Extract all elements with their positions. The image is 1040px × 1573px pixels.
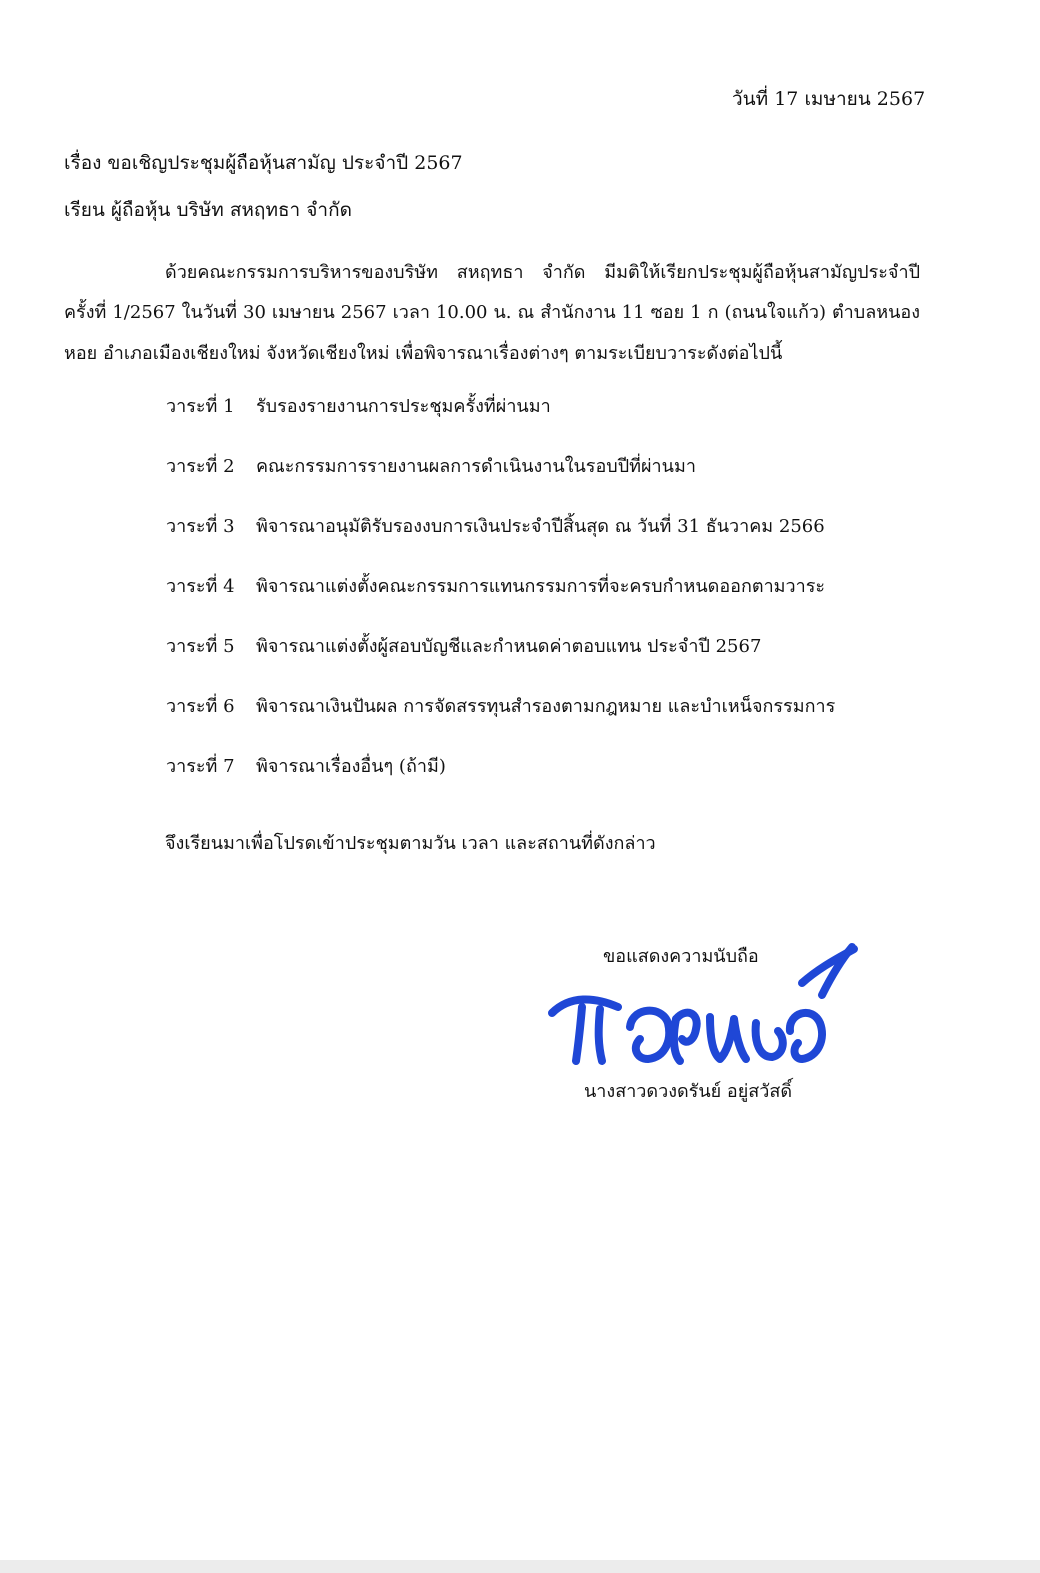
- letter-recipient: เรียน ผู้ถือหุ้น บริษัท สหฤทธา จำกัด: [64, 199, 352, 221]
- signer-name: นางสาวดวงดรันย์ อยู่สวัสดิ์: [584, 1081, 793, 1102]
- letter-subject: เรื่อง ขอเชิญประชุมผู้ถือหุ้นสามัญ ประจำปี 2567: [64, 152, 463, 174]
- agenda-item-4: [166, 575, 825, 599]
- agenda-number: วาระที่ 6: [166, 696, 235, 717]
- agenda-text: พิจารณาเรื่องอื่นๆ (ถ้ามี): [256, 756, 446, 777]
- letter-date: วันที่ 17 เมษายน 2567: [732, 88, 926, 110]
- agenda-item-3: [166, 515, 825, 539]
- agenda-text: พิจารณาอนุมัติรับรองงบการเงินประจำปีสิ้นสุด ณ วันที่ 31 ธันวาคม 2566: [256, 516, 825, 537]
- agenda-number: วาระที่ 3: [166, 516, 235, 537]
- agenda-item-1: [166, 395, 551, 419]
- agenda-number: วาระที่ 7: [166, 756, 235, 777]
- agenda-text: คณะกรรมการรายงานผลการดำเนินงานในรอบปีที่ผ่านมา: [256, 456, 696, 477]
- agenda-number: วาระที่ 5: [166, 636, 235, 657]
- agenda-number: วาระที่ 2: [166, 456, 235, 477]
- agenda-item-7: [166, 755, 446, 779]
- handwritten-signature: [540, 935, 870, 1080]
- body-line-1: ด้วยคณะกรรมการบริหารของบริษัท สหฤทธา จำกัด มีมติให้เรียกประชุมผู้ถือหุ้นสามัญประจำปี: [165, 262, 920, 283]
- agenda-text: พิจารณาแต่งตั้งคณะกรรมการแทนกรรมการที่จะครบกำหนดออกตามวาระ: [256, 576, 826, 597]
- agenda-text: พิจารณาแต่งตั้งผู้สอบบัญชีและกำหนดค่าตอบแทน ประจำปี 2567: [256, 636, 762, 657]
- agenda-item-2: [166, 455, 696, 479]
- agenda-item-6: [166, 695, 835, 719]
- body-line-3: หอย อำเภอเมืองเชียงใหม่ จังหวัดเชียงใหม่ เพื่อพิจารณาเรื่องต่างๆ ตามระเบียบวาระดังต่อไปนี้: [64, 343, 783, 364]
- agenda-text: รับรองรายงานการประชุมครั้งที่ผ่านมา: [256, 396, 551, 417]
- agenda-text: พิจารณาเงินปันผล การจัดสรรทุนสำรองตามกฎหมาย และบำเหน็จกรรมการ: [256, 696, 836, 717]
- agenda-item-5: [166, 635, 761, 659]
- bottom-strip: [0, 1560, 1040, 1573]
- regards-line: ขอแสดงความนับถือ: [603, 946, 759, 967]
- body-line-2: ครั้งที่ 1/2567 ในวันที่ 30 เมษายน 2567 เวลา 10.00 น. ณ สำนักงาน 11 ซอย 1 ก (ถนนใจแก้ว) ตำบลหนอง: [64, 302, 920, 323]
- closing-line: จึงเรียนมาเพื่อโปรดเข้าประชุมตามวัน เวลา และสถานที่ดังกล่าว: [165, 833, 656, 854]
- agenda-number: วาระที่ 1: [166, 396, 235, 417]
- agenda-number: วาระที่ 4: [166, 576, 235, 597]
